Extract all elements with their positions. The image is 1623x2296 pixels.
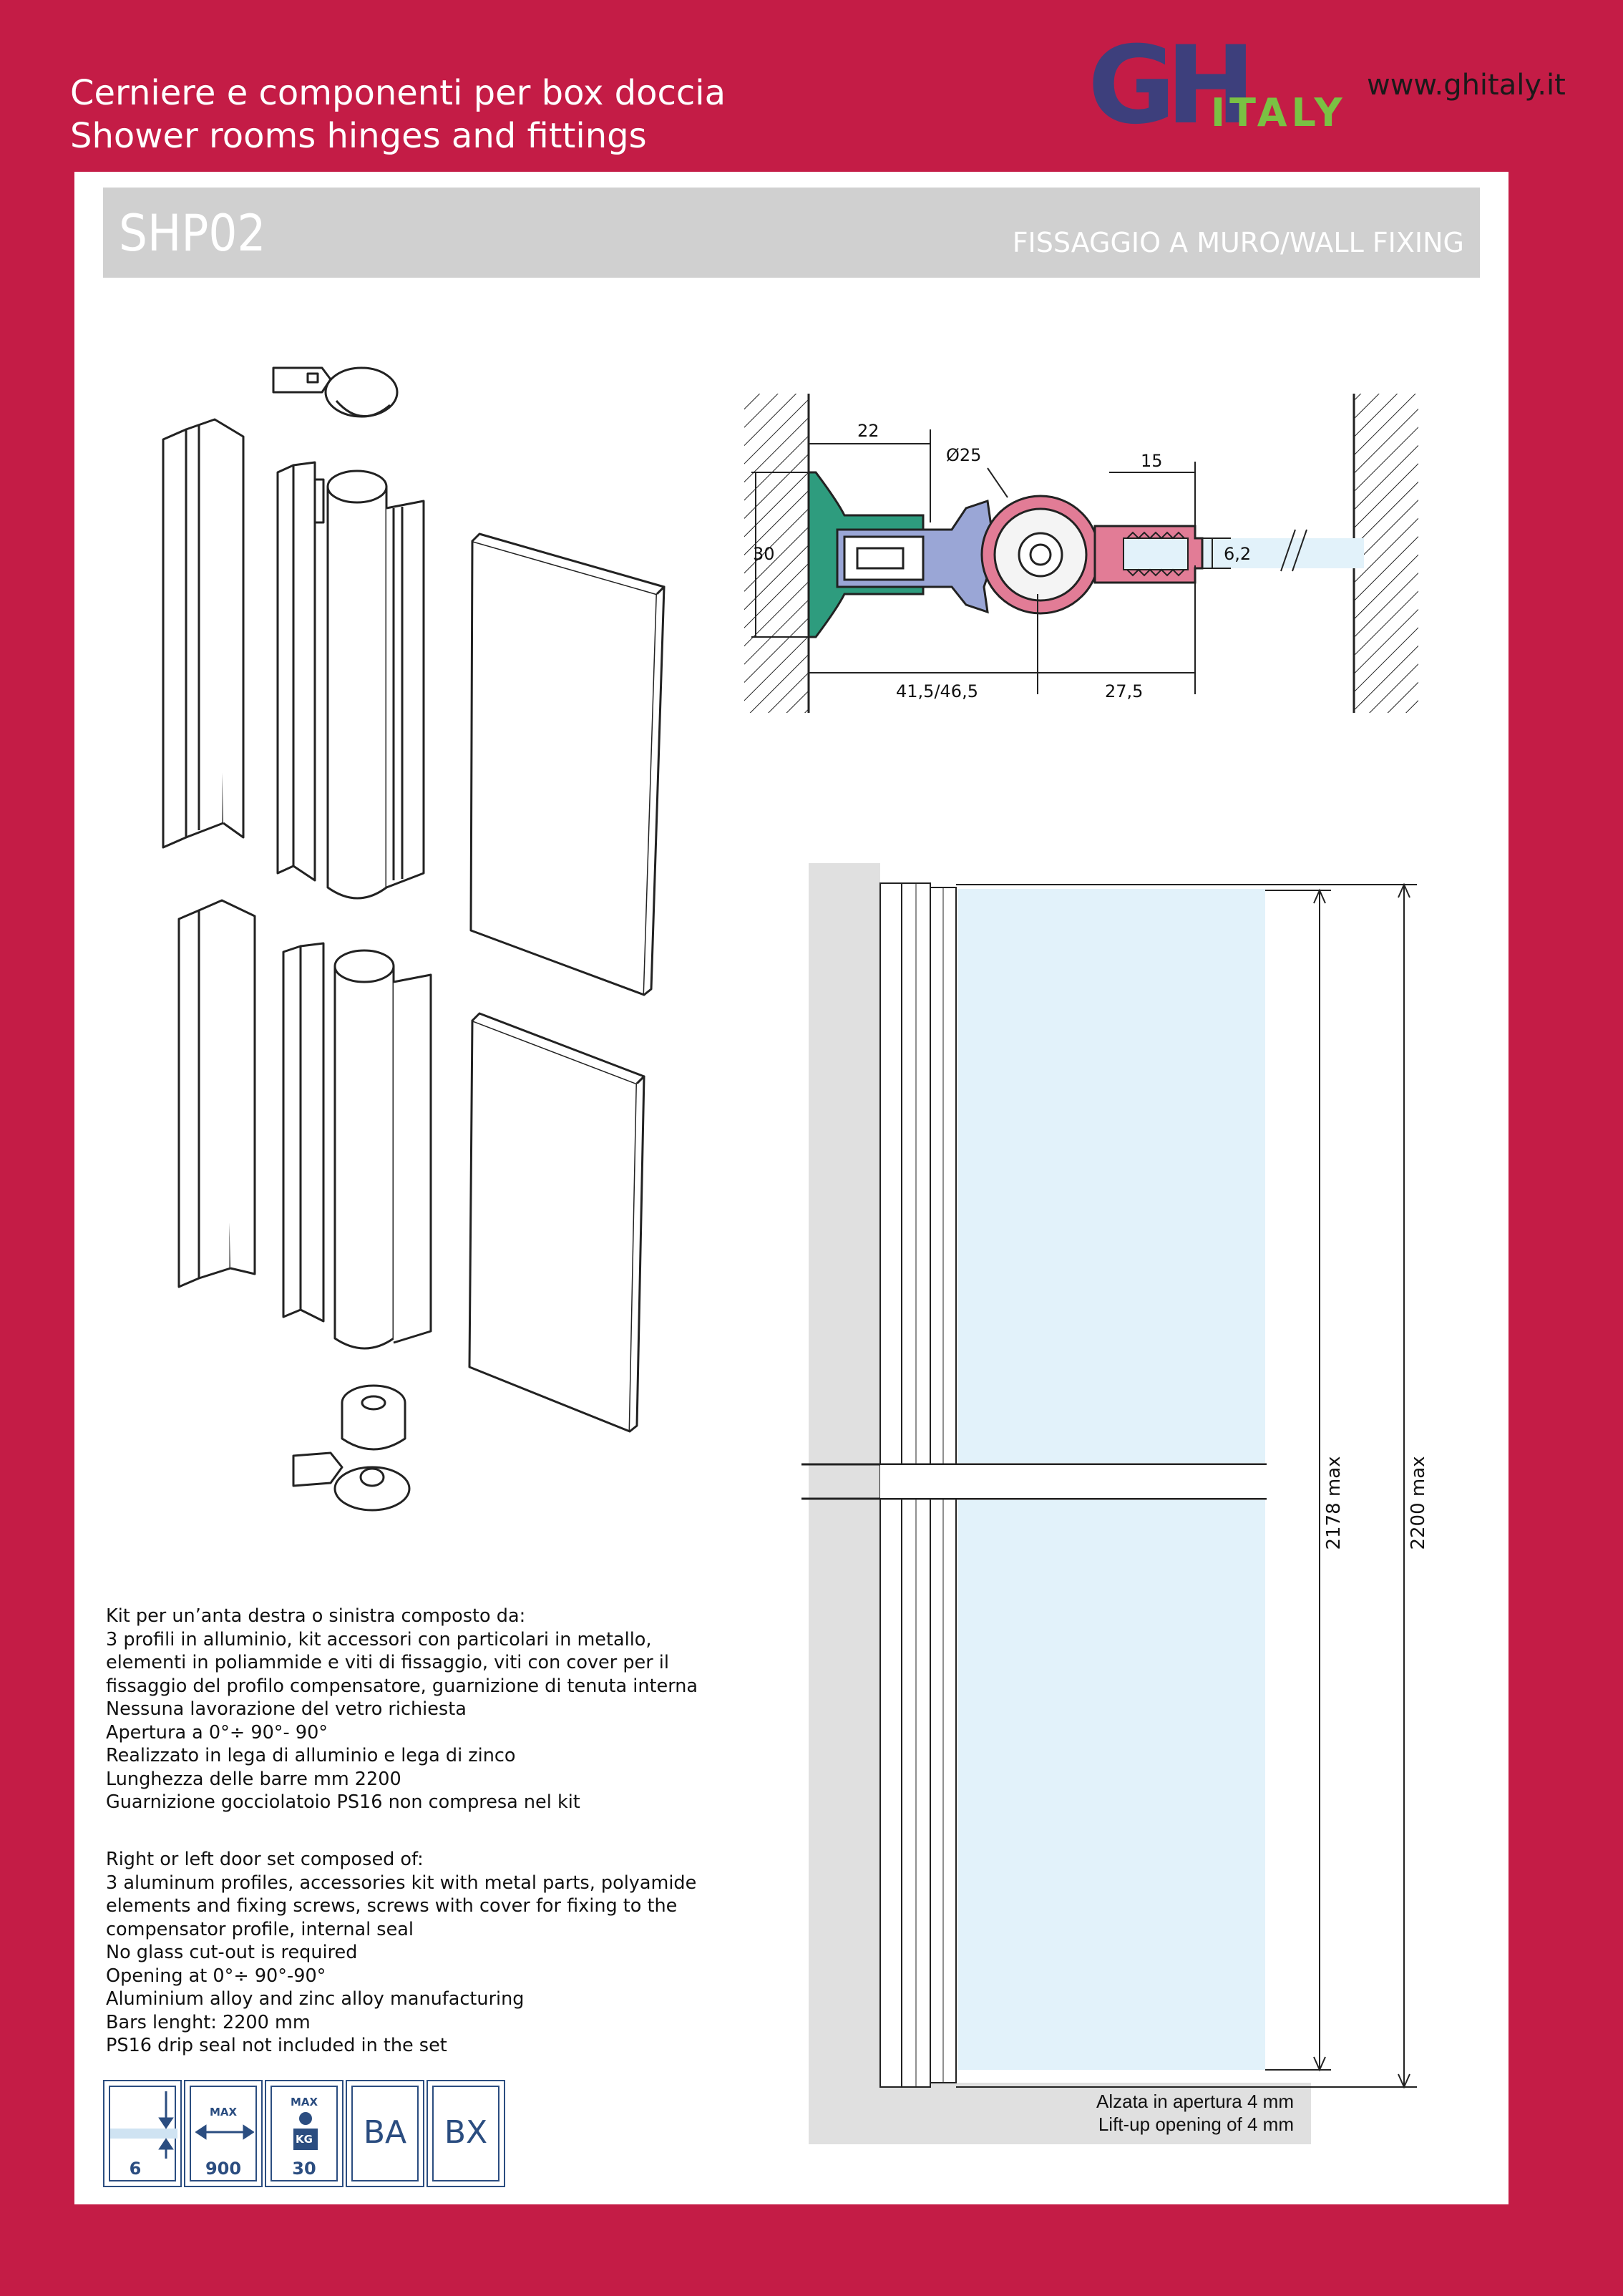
max-weight-value: 30	[292, 2159, 316, 2179]
lift-up-note-english: Lift-up opening of 4 mm	[1098, 2113, 1294, 2135]
description-line: Kit per un’anta destra o sinistra composto da:	[106, 1605, 526, 1627]
description-line: Lunghezza delle barre mm 2200	[106, 1768, 401, 1790]
max-width-value: 900	[205, 2159, 242, 2179]
description-english	[106, 1848, 736, 2058]
finish-ba-badge	[346, 2080, 424, 2187]
description-line: elements and fixing screws, screws with cover for fixing to the	[106, 1895, 678, 1917]
upper-glass-elevation	[957, 889, 1265, 1463]
lower-glass-elevation	[957, 1500, 1265, 2070]
height-2178: 2178 max	[1323, 1456, 1345, 1550]
lower-glass-panel	[469, 1013, 644, 1431]
description-line: Right or left door set composed of:	[106, 1849, 424, 1870]
glass-thickness-value: 6	[129, 2159, 142, 2179]
max-weight-label: MAX	[290, 2096, 318, 2108]
elevation-drawing	[801, 859, 1446, 2147]
description-line: fissaggio del profilo compensatore, guarnizione di tenuta interna	[106, 1675, 698, 1697]
cross-section-drawing	[737, 379, 1446, 723]
upper-tube-profile	[328, 471, 424, 898]
dim-22: 22	[857, 421, 879, 441]
description-line: Bars lenght: 2200 mm	[106, 2011, 311, 2033]
lift-up-note-italian: Alzata in apertura 4 mm	[1096, 2091, 1294, 2112]
header-title-italian: Cerniere e componenti per box doccia	[70, 73, 726, 113]
description-line: elementi in poliammide e viti di fissaggio, viti con cover per il	[106, 1652, 669, 1673]
max-weight-badge	[265, 2080, 343, 2187]
product-code: SHP02	[119, 204, 266, 263]
finish-bx-badge	[427, 2080, 505, 2187]
description-line: No glass cut-out is required	[106, 1942, 358, 1963]
top-pivot-bracket	[273, 368, 397, 417]
weight-unit: KG	[296, 2133, 313, 2146]
max-width-badge	[184, 2080, 263, 2187]
description-line: Nessuna lavorazione del vetro richiesta	[106, 1698, 467, 1720]
description-line: PS16 drip seal not included in the set	[106, 2035, 447, 2056]
description-line: Aluminium alloy and zinc alloy manufacturing	[106, 1988, 525, 2010]
finish-ba-label: BA	[363, 2114, 407, 2151]
logo-letters: GH	[1088, 24, 1246, 148]
description-line: compensator profile, internal seal	[106, 1918, 414, 1940]
dim-27-5: 27,5	[1105, 681, 1144, 701]
dim-15: 15	[1141, 451, 1163, 471]
finish-bx-label: BX	[444, 2114, 488, 2151]
height-2200: 2200 max	[1408, 1456, 1429, 1550]
upper-hinge-profile	[278, 462, 323, 880]
description-line: 3 profili in alluminio, kit accessori con particolari in metallo,	[106, 1628, 652, 1650]
gh-italy-logo	[1088, 24, 1360, 148]
dim-41-5-46-5: 41,5/46,5	[896, 681, 978, 701]
dim-30: 30	[753, 544, 775, 564]
lower-hinge-profile	[283, 943, 323, 1321]
max-width-label: MAX	[209, 2106, 238, 2119]
description-italian	[106, 1605, 736, 1814]
upper-compensator-profile	[163, 419, 243, 847]
description-line: Apertura a 0°÷ 90°- 90°	[106, 1721, 328, 1743]
logo-suffix: ITALY	[1211, 90, 1347, 135]
website-link[interactable]: www.ghitaly.it	[1367, 69, 1566, 102]
width-arrows-icon	[195, 2121, 254, 2143]
glass-thickness-badge	[103, 2080, 182, 2187]
bottom-pivot-bracket	[293, 1453, 409, 1510]
lower-tube-profile	[335, 950, 431, 1348]
lower-compensator-profile	[179, 900, 255, 1287]
fixing-type: FISSAGGIO A MURO/WALL FIXING	[1012, 227, 1464, 258]
bottom-pivot-bushing	[342, 1386, 405, 1449]
description-line: Opening at 0°÷ 90°-90°	[106, 1965, 326, 1987]
upper-glass-panel	[471, 534, 664, 995]
dim-6-2: 6,2	[1224, 544, 1252, 564]
exploded-view-drawing	[143, 351, 687, 1524]
spec-icons	[103, 2080, 508, 2187]
description-line: Realizzato in lega di alluminio e lega di zinco	[106, 1745, 516, 1766]
description-line: 3 aluminum profiles, accessories kit with metal parts, polyamide	[106, 1872, 697, 1894]
description-line: Guarnizione gocciolatoio PS16 non compresa nel kit	[106, 1791, 580, 1813]
dim-diameter-25: Ø25	[946, 445, 982, 465]
glass-thickness-icon	[110, 2087, 177, 2159]
header-title-english: Shower rooms hinges and fittings	[70, 116, 647, 156]
